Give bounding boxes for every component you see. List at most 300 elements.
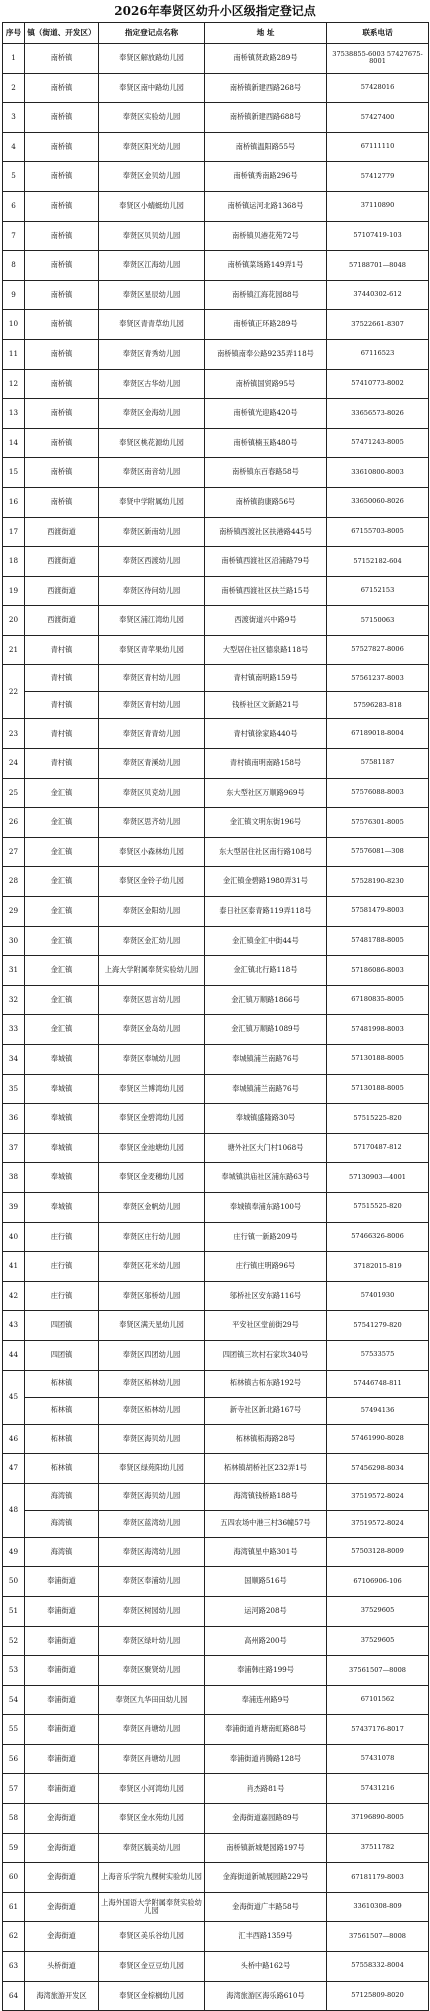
row-kindergarten-name: 奉贤区四团幼儿园 (99, 1340, 205, 1370)
row-number: 53 (3, 1656, 25, 1686)
row-town: 金海街道 (25, 1804, 99, 1834)
row-phone: 57558332-8004 (327, 1952, 429, 1982)
row-town: 南桥镇 (25, 487, 99, 517)
row-number: 55 (3, 1715, 25, 1745)
row-kindergarten-name: 奉贤区金池塘幼儿园 (99, 1133, 205, 1163)
row-number: 5 (3, 162, 25, 192)
row-phone: 37522661-8307 (327, 310, 429, 340)
table-row (3, 956, 429, 986)
row-address: 邬桥社区安东路116号 (205, 1281, 327, 1311)
row-kindergarten-name: 奉贤区星辰幼儿园 (99, 280, 205, 310)
table-row (3, 1397, 429, 1424)
row-address: 奉城镇奉浦东路100号 (205, 1192, 327, 1222)
table-row (3, 665, 429, 692)
table-row (3, 1281, 429, 1311)
row-town: 庄行镇 (25, 1252, 99, 1282)
row-kindergarten-name: 奉贤区满天星幼儿园 (99, 1311, 205, 1341)
row-number: 62 (3, 1922, 25, 1952)
row-kindergarten-name: 奉贤区邬桥幼儿园 (99, 1281, 205, 1311)
row-town: 金海街道 (25, 1922, 99, 1952)
row-town: 南桥镇 (25, 369, 99, 399)
row-number: 24 (3, 749, 25, 779)
row-number: 56 (3, 1744, 25, 1774)
table-row (3, 1626, 429, 1656)
row-phone: 67106906-106 (327, 1567, 429, 1597)
table-row (3, 487, 429, 517)
row-kindergarten-name: 奉贤区西渡幼儿园 (99, 547, 205, 577)
row-phone: 57130903—4001 (327, 1163, 429, 1193)
row-phone: 57576088-8003 (327, 778, 429, 808)
row-phone: 57581187 (327, 749, 429, 779)
row-town: 奉城镇 (25, 1074, 99, 1104)
row-town: 南桥镇 (25, 399, 99, 429)
row-number: 22 (3, 665, 25, 719)
row-address: 南桥镇南奉公路9235弄118号 (205, 339, 327, 369)
row-number: 31 (3, 956, 25, 986)
table-row (3, 1483, 429, 1510)
table-body (3, 44, 429, 2011)
row-town: 庄行镇 (25, 1222, 99, 1252)
row-kindergarten-name: 奉贤区实验幼儿园 (99, 103, 205, 133)
row-phone: 57170487-812 (327, 1133, 429, 1163)
row-address: 青村镇徐家路440号 (205, 719, 327, 749)
table-row (3, 280, 429, 310)
row-address: 南桥镇新城楚园路197号 (205, 1833, 327, 1863)
row-number: 39 (3, 1192, 25, 1222)
row-phone: 57427400 (327, 103, 429, 133)
row-town: 金汇镇 (25, 1015, 99, 1045)
row-address: 金汇镇万顺路1089号 (205, 1015, 327, 1045)
row-address: 塘外社区大门村1068号 (205, 1133, 327, 1163)
row-phone: 57596283-818 (327, 692, 429, 719)
table-row (3, 44, 429, 74)
row-address: 五四农场中港三村36幢57号 (205, 1510, 327, 1537)
table-row (3, 1015, 429, 1045)
row-town: 西渡街道 (25, 576, 99, 606)
table-row (3, 985, 429, 1015)
row-kindergarten-name: 奉贤区青青草幼儿园 (99, 310, 205, 340)
table-row (3, 837, 429, 867)
table-row (3, 1922, 429, 1952)
row-town: 南桥镇 (25, 44, 99, 74)
row-town: 南桥镇 (25, 221, 99, 251)
row-phone: 57188701—8048 (327, 251, 429, 281)
row-address: 南桥镇新建西路268号 (205, 73, 327, 103)
row-town: 金海街道 (25, 1892, 99, 1922)
table-row (3, 606, 429, 636)
table-row (3, 1952, 429, 1982)
row-phone: 57428016 (327, 73, 429, 103)
row-town: 奉浦街道 (25, 1744, 99, 1774)
table-row (3, 1774, 429, 1804)
table-row (3, 1656, 429, 1686)
row-number: 52 (3, 1626, 25, 1656)
row-number: 20 (3, 606, 25, 636)
table-row (3, 73, 429, 103)
row-kindergarten-name: 奉贤区金汇幼儿园 (99, 926, 205, 956)
row-number: 47 (3, 1454, 25, 1484)
row-town: 柘林镇 (25, 1454, 99, 1484)
row-phone: 57401930 (327, 1281, 429, 1311)
table-row (3, 162, 429, 192)
row-number: 40 (3, 1222, 25, 1252)
table-row (3, 1510, 429, 1537)
row-number: 37 (3, 1133, 25, 1163)
row-phone: 67101562 (327, 1685, 429, 1715)
row-phone: 37529605 (327, 1596, 429, 1626)
row-phone: 37519572-8024 (327, 1510, 429, 1537)
row-town: 奉浦街道 (25, 1567, 99, 1597)
row-address: 南桥镇江海花园88号 (205, 280, 327, 310)
row-town: 南桥镇 (25, 162, 99, 192)
row-phone: 57431216 (327, 1774, 429, 1804)
row-phone: 57576301-8005 (327, 808, 429, 838)
row-kindergarten-name: 奉贤区南中路幼儿园 (99, 73, 205, 103)
row-phone: 57130188-8005 (327, 1074, 429, 1104)
row-phone: 37529605 (327, 1626, 429, 1656)
row-town: 南桥镇 (25, 103, 99, 133)
row-town: 海湾镇 (25, 1483, 99, 1510)
row-town: 金海街道 (25, 1833, 99, 1863)
row-kindergarten-name: 奉贤区待问幼儿园 (99, 576, 205, 606)
row-number: 44 (3, 1340, 25, 1370)
table-row (3, 1537, 429, 1567)
row-town: 四团镇 (25, 1340, 99, 1370)
row-address: 海湾镇钱桥路188号 (205, 1483, 327, 1510)
row-phone: 37519572-8024 (327, 1483, 429, 1510)
row-kindergarten-name: 奉贤区奉浦幼儿园 (99, 1567, 205, 1597)
row-town: 柘林镇 (25, 1424, 99, 1454)
row-address: 金汇镇金碧路1980弄31号 (205, 867, 327, 897)
row-town: 奉浦街道 (25, 1715, 99, 1745)
row-kindergarten-name: 奉贤区聚贤幼儿园 (99, 1656, 205, 1686)
row-phone: 57446748-811 (327, 1370, 429, 1397)
row-kindergarten-name: 奉贤区海湾幼儿园 (99, 1537, 205, 1567)
row-town: 青村镇 (25, 719, 99, 749)
row-kindergarten-name: 奉贤区兰博湾幼儿园 (99, 1074, 205, 1104)
row-number: 3 (3, 103, 25, 133)
row-address: 奉浦连州路9号 (205, 1685, 327, 1715)
table-row (3, 1133, 429, 1163)
row-kindergarten-name: 奉贤区绿苑阳幼儿园 (99, 1454, 205, 1484)
row-phone: 57461990-8028 (327, 1424, 429, 1454)
row-phone: 57528190-8230 (327, 867, 429, 897)
table-row (3, 1981, 429, 2011)
row-kindergarten-name: 奉贤区金贝幼儿园 (99, 162, 205, 192)
row-town: 南桥镇 (25, 458, 99, 488)
row-kindergarten-name: 奉贤区美乐谷幼儿园 (99, 1922, 205, 1952)
row-number: 12 (3, 369, 25, 399)
row-number: 32 (3, 985, 25, 1015)
table-row (3, 576, 429, 606)
row-address: 金汇镇北行路118号 (205, 956, 327, 986)
row-town: 奉浦街道 (25, 1596, 99, 1626)
row-address: 柘林镇柘海路28号 (205, 1424, 327, 1454)
document-title: 2026年奉贤区幼升小区级指定登记点 (114, 4, 316, 18)
row-address: 奉浦韩庄路199号 (205, 1656, 327, 1686)
row-phone: 57437176-8017 (327, 1715, 429, 1745)
row-number: 16 (3, 487, 25, 517)
row-address: 海湾旅游区海乐路610号 (205, 1981, 327, 2011)
row-kindergarten-name: 奉贤区新南幼儿园 (99, 517, 205, 547)
row-address: 南桥镇东百春路58号 (205, 458, 327, 488)
table-row (3, 428, 429, 458)
table-row (3, 1311, 429, 1341)
row-town: 奉城镇 (25, 1045, 99, 1075)
row-kindergarten-name: 奉贤区解放路幼儿园 (99, 44, 205, 74)
row-kindergarten-name: 奉贤区小河湾幼儿园 (99, 1774, 205, 1804)
row-address: 奉浦街道肖腾路128号 (205, 1744, 327, 1774)
row-address: 肖杰路81号 (205, 1774, 327, 1804)
row-town: 奉浦街道 (25, 1685, 99, 1715)
row-address: 柘林镇胡桥社区232弄1号 (205, 1454, 327, 1484)
row-number: 13 (3, 399, 25, 429)
row-address: 泰日社区泰青路119弄118号 (205, 897, 327, 927)
row-town: 金汇镇 (25, 778, 99, 808)
row-phone: 57561237-8003 (327, 665, 429, 692)
table-row (3, 1685, 429, 1715)
table-row (3, 1567, 429, 1597)
row-number: 6 (3, 191, 25, 221)
row-address: 金汇镇金汇中街44号 (205, 926, 327, 956)
row-town: 南桥镇 (25, 428, 99, 458)
row-town: 奉城镇 (25, 1133, 99, 1163)
row-address: 东大型社区万顺路969号 (205, 778, 327, 808)
row-address: 南桥镇西渡社区扶兰路15号 (205, 576, 327, 606)
row-kindergarten-name: 奉贤区桃花源幼儿园 (99, 428, 205, 458)
row-kindergarten-name: 奉贤中学附属幼儿园 (99, 487, 205, 517)
table-row (3, 1163, 429, 1193)
row-address: 青村镇南明南路158号 (205, 749, 327, 779)
row-address: 金海街道广丰路58号 (205, 1892, 327, 1922)
row-phone: 57410773-8002 (327, 369, 429, 399)
row-number: 43 (3, 1311, 25, 1341)
table-row (3, 1892, 429, 1922)
row-kindergarten-name: 奉贤区树园幼儿园 (99, 1596, 205, 1626)
row-kindergarten-name: 奉贤区柘林幼儿园 (99, 1370, 205, 1397)
row-phone: 57481998-8003 (327, 1015, 429, 1045)
row-address: 奉城镇浦兰南路76号 (205, 1074, 327, 1104)
row-phone: 57107419-103 (327, 221, 429, 251)
row-number: 11 (3, 339, 25, 369)
row-town: 奉城镇 (25, 1104, 99, 1134)
row-phone: 67152153 (327, 576, 429, 606)
row-number: 27 (3, 837, 25, 867)
row-phone: 57581479-8003 (327, 897, 429, 927)
row-number: 23 (3, 719, 25, 749)
row-phone: 37182015-819 (327, 1252, 429, 1282)
row-number: 19 (3, 576, 25, 606)
row-kindergarten-name: 奉贤区青秀幼儿园 (99, 339, 205, 369)
row-phone: 33650060-8026 (327, 487, 429, 517)
row-kindergarten-name: 奉贤区浦江湾幼儿园 (99, 606, 205, 636)
table-row (3, 517, 429, 547)
row-number: 21 (3, 635, 25, 665)
row-town: 奉城镇 (25, 1163, 99, 1193)
row-number: 38 (3, 1163, 25, 1193)
row-address: 南桥镇韵康路56号 (205, 487, 327, 517)
row-address: 金汇镇万顺路1866号 (205, 985, 327, 1015)
table-row (3, 808, 429, 838)
row-address: 汇丰西路1359号 (205, 1922, 327, 1952)
row-kindergarten-name: 上海音乐学院九棵树实验幼儿园 (99, 1863, 205, 1893)
row-address: 南桥镇贝港花苑72号 (205, 221, 327, 251)
row-number: 9 (3, 280, 25, 310)
row-address: 庄行镇庄明路96号 (205, 1252, 327, 1282)
row-address: 奉城镇洪庙社区浦东路63号 (205, 1163, 327, 1193)
row-kindergarten-name: 奉贤区青溪幼儿园 (99, 749, 205, 779)
row-town: 柘林镇 (25, 1397, 99, 1424)
row-phone: 67116523 (327, 339, 429, 369)
row-kindergarten-name: 奉贤区古华幼儿园 (99, 369, 205, 399)
row-number: 58 (3, 1804, 25, 1834)
table-row (3, 719, 429, 749)
table-row (3, 926, 429, 956)
row-number: 18 (3, 547, 25, 577)
table-row (3, 132, 429, 162)
row-number: 15 (3, 458, 25, 488)
table-row (3, 1340, 429, 1370)
row-phone: 37561507—8008 (327, 1656, 429, 1686)
row-kindergarten-name: 奉贤区海贝幼儿园 (99, 1424, 205, 1454)
row-town: 南桥镇 (25, 73, 99, 103)
row-town: 奉城镇 (25, 1192, 99, 1222)
row-kindergarten-name: 奉贤区青村幼儿园 (99, 665, 205, 692)
row-number: 61 (3, 1892, 25, 1922)
row-town: 南桥镇 (25, 132, 99, 162)
table-row (3, 1192, 429, 1222)
row-phone: 57494136 (327, 1397, 429, 1424)
row-kindergarten-name: 奉贤区小森林幼儿园 (99, 837, 205, 867)
row-kindergarten-name: 奉贤区金豆豆幼儿园 (99, 1952, 205, 1982)
row-kindergarten-name: 奉贤区花米幼儿园 (99, 1252, 205, 1282)
row-town: 南桥镇 (25, 339, 99, 369)
row-town: 西渡街道 (25, 547, 99, 577)
row-phone: 57466326-8006 (327, 1222, 429, 1252)
row-kindergarten-name: 奉贤区金阳幼儿园 (99, 897, 205, 927)
row-address: 南桥镇楠玉路480号 (205, 428, 327, 458)
row-kindergarten-name: 奉贤区柘林幼儿园 (99, 1397, 205, 1424)
row-phone: 57456298-8034 (327, 1454, 429, 1484)
row-kindergarten-name: 奉贤区金棕榈幼儿园 (99, 1981, 205, 2011)
row-town: 西渡街道 (25, 517, 99, 547)
row-number: 57 (3, 1774, 25, 1804)
table-row (3, 867, 429, 897)
table-row (3, 458, 429, 488)
row-kindergarten-name: 奉贤区金岛幼儿园 (99, 1015, 205, 1045)
row-address: 运河路208号 (205, 1596, 327, 1626)
row-kindergarten-name: 奉贤区九华田田幼儿园 (99, 1685, 205, 1715)
row-number: 14 (3, 428, 25, 458)
row-phone: 37538855-6003 57427675-8001 (327, 44, 429, 74)
row-kindergarten-name: 奉贤区绿叶幼儿园 (99, 1626, 205, 1656)
row-town: 南桥镇 (25, 310, 99, 340)
row-number: 64 (3, 1981, 25, 2011)
row-address: 国顺路516号 (205, 1567, 327, 1597)
table-row (3, 692, 429, 719)
table-row (3, 1454, 429, 1484)
table-row (3, 1370, 429, 1397)
row-number: 63 (3, 1952, 25, 1982)
row-town: 金汇镇 (25, 926, 99, 956)
row-address: 南桥镇新建西路688号 (205, 103, 327, 133)
table-row (3, 1744, 429, 1774)
table-row (3, 1222, 429, 1252)
row-kindergarten-name: 奉贤区金铃子幼儿园 (99, 867, 205, 897)
row-phone: 57527827-8006 (327, 635, 429, 665)
header-address: 地 址 (205, 23, 327, 44)
row-kindergarten-name: 奉贤区南音幼儿园 (99, 458, 205, 488)
row-phone: 37561507—8008 (327, 1922, 429, 1952)
row-address: 钱桥社区文新路21号 (205, 692, 327, 719)
row-address: 四团镇三坎村石家坎340号 (205, 1340, 327, 1370)
row-number: 30 (3, 926, 25, 956)
row-address: 金海街道嘉园路89号 (205, 1804, 327, 1834)
row-phone: 57576081—308 (327, 837, 429, 867)
table-row (3, 1863, 429, 1893)
row-phone: 37511782 (327, 1833, 429, 1863)
table-row (3, 369, 429, 399)
row-town: 金汇镇 (25, 985, 99, 1015)
table-row (3, 1074, 429, 1104)
row-number: 46 (3, 1424, 25, 1454)
row-number: 59 (3, 1833, 25, 1863)
row-kindergarten-name: 奉贤区庄行幼儿园 (99, 1222, 205, 1252)
row-address: 东大型居住社区南行路108号 (205, 837, 327, 867)
row-number: 34 (3, 1045, 25, 1075)
row-phone: 33610800-8003 (327, 458, 429, 488)
row-town: 海湾镇 (25, 1537, 99, 1567)
row-kindergarten-name: 奉贤区江海幼儿园 (99, 251, 205, 281)
table-row (3, 1715, 429, 1745)
row-phone: 57503128-8009 (327, 1537, 429, 1567)
row-kindergarten-name: 奉贤区金海幼儿园 (99, 399, 205, 429)
row-address: 南桥镇西渡社区沿浦路79号 (205, 547, 327, 577)
row-number: 17 (3, 517, 25, 547)
row-town: 金海街道 (25, 1863, 99, 1893)
table-row (3, 1833, 429, 1863)
table-row (3, 399, 429, 429)
row-kindergarten-name: 奉贤区海贝幼儿园 (99, 1483, 205, 1510)
row-address: 海湾镇星中路301号 (205, 1537, 327, 1567)
row-address: 金汇镇文明东街196号 (205, 808, 327, 838)
row-address: 奉城镇盛隆路30号 (205, 1104, 327, 1134)
header-phone: 联系电话 (327, 23, 429, 44)
row-town: 奉浦街道 (25, 1656, 99, 1686)
row-town: 奉浦街道 (25, 1626, 99, 1656)
row-kindergarten-name: 奉贤区金水苑幼儿园 (99, 1804, 205, 1834)
row-number: 8 (3, 251, 25, 281)
row-phone: 33610308-809 (327, 1892, 429, 1922)
row-kindergarten-name: 奉贤区青村幼儿园 (99, 692, 205, 719)
row-town: 柘林镇 (25, 1370, 99, 1397)
row-number: 48 (3, 1483, 25, 1537)
table-row (3, 310, 429, 340)
row-town: 庄行镇 (25, 1281, 99, 1311)
row-number: 29 (3, 897, 25, 927)
row-kindergarten-name: 奉贤区金麦穗幼儿园 (99, 1163, 205, 1193)
table-row (3, 1104, 429, 1134)
row-town: 西渡街道 (25, 606, 99, 636)
row-town: 奉浦街道 (25, 1774, 99, 1804)
table-row (3, 749, 429, 779)
table-row (3, 897, 429, 927)
row-phone: 57412779 (327, 162, 429, 192)
table-header-row (3, 23, 429, 44)
row-phone: 57515225-820 (327, 1104, 429, 1134)
row-town: 南桥镇 (25, 251, 99, 281)
row-kindergarten-name: 奉贤区小蜻蜓幼儿园 (99, 191, 205, 221)
